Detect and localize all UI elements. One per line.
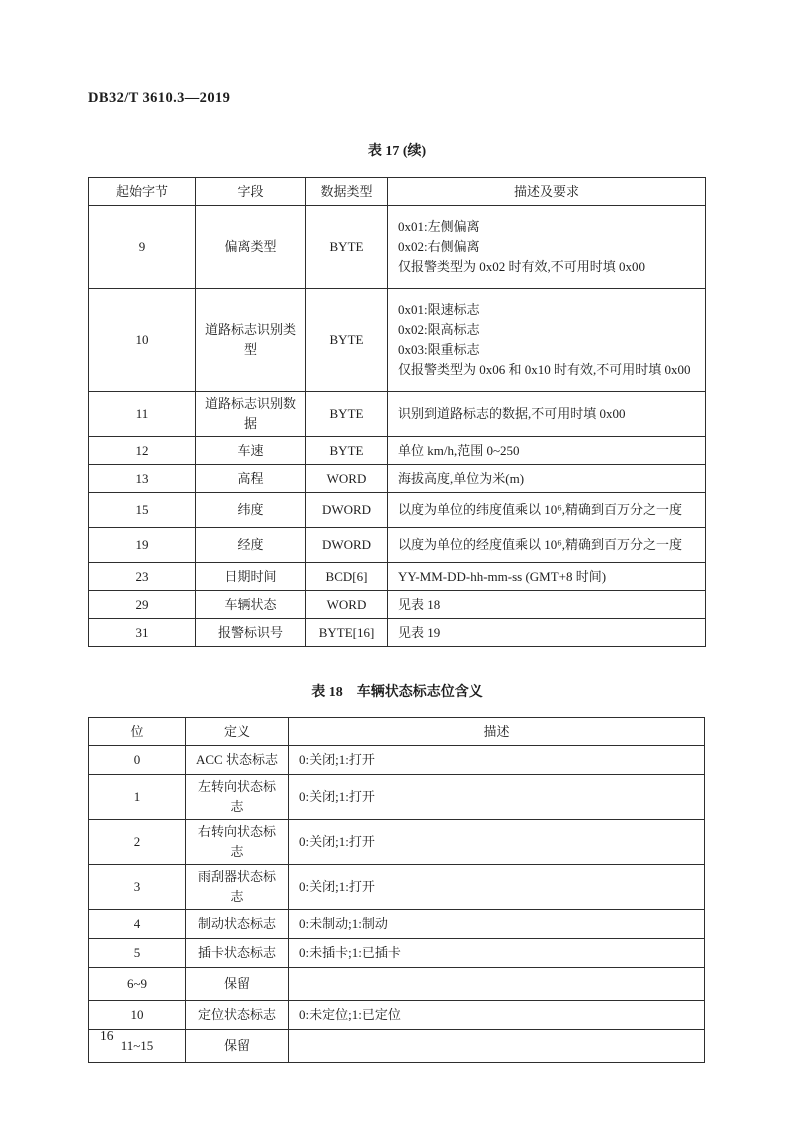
cell-description: 0:未插卡;1:已插卡 — [289, 939, 705, 968]
description-line: 见表 18 — [398, 596, 441, 612]
cell-start-byte: 11 — [89, 392, 196, 437]
description-line: YY-MM-DD-hh-mm-ss (GMT+8 时间) — [398, 568, 607, 584]
cell-description — [388, 392, 706, 437]
cell-data-type: WORD — [306, 465, 388, 493]
table-18 — [88, 717, 705, 1063]
cell-data-type: WORD — [306, 591, 388, 619]
cell-description — [289, 1030, 705, 1063]
cell-start-byte: 31 — [89, 619, 196, 647]
cell-start-byte: 19 — [89, 528, 196, 563]
table17-title: 表 17 (续) — [367, 144, 427, 159]
cell-bit: 0 — [89, 746, 186, 775]
column-header-description: 描述及要求 — [388, 178, 706, 206]
description-line: 单位 km/h,范围 0~250 — [398, 442, 520, 458]
column-header-field: 字段 — [196, 178, 306, 206]
cell-bit: 6~9 — [89, 968, 186, 1001]
cell-definition: 定位状态标志 — [186, 1001, 289, 1030]
description-line: 仅报警类型为 0x06 和 0x10 时有效,不可用时填 0x00 — [398, 362, 691, 377]
table-row — [89, 968, 705, 1001]
description-line: 仅报警类型为 0x02 时有效,不可用时填 0x00 — [398, 259, 646, 274]
cell-start-byte: 9 — [89, 206, 196, 289]
cell-field: 经度 — [196, 528, 306, 563]
table-row — [89, 465, 706, 493]
description-line: 识别到道路标志的数据,不可用时填 0x00 — [398, 406, 626, 421]
table-row — [89, 865, 705, 910]
column-header-data-type: 数据类型 — [306, 178, 388, 206]
cell-bit: 11~15 — [89, 1030, 186, 1063]
cell-definition: 雨刮器状态标志 — [186, 865, 289, 910]
cell-field: 报警标识号 — [196, 619, 306, 647]
cell-description — [388, 563, 706, 591]
table-row — [89, 591, 706, 619]
cell-bit: 10 — [89, 1001, 186, 1030]
cell-description: 0:关闭;1:打开 — [289, 865, 705, 910]
cell-start-byte: 13 — [89, 465, 196, 493]
cell-definition: 保留 — [186, 968, 289, 1001]
description-line: 0x01:限速标志 — [398, 302, 480, 317]
cell-definition: 右转向状态标志 — [186, 820, 289, 865]
cell-description — [388, 528, 706, 563]
table-row — [89, 392, 706, 437]
column-header-description: 描述 — [289, 718, 705, 746]
table-row — [89, 746, 705, 775]
cell-description — [388, 437, 706, 465]
cell-data-type: DWORD — [306, 528, 388, 563]
table-row — [89, 1030, 705, 1063]
cell-bit: 5 — [89, 939, 186, 968]
cell-field: 车辆状态 — [196, 591, 306, 619]
cell-definition: 左转向状态标志 — [186, 775, 289, 820]
cell-bit: 4 — [89, 910, 186, 939]
table-row — [89, 775, 705, 820]
cell-description: 0:关闭;1:打开 — [289, 775, 705, 820]
cell-description — [388, 289, 706, 392]
cell-field: 偏离类型 — [196, 206, 306, 289]
cell-field: 车速 — [196, 437, 306, 465]
description-line: 0x01:左侧偏离 — [398, 219, 480, 234]
cell-start-byte: 23 — [89, 563, 196, 591]
cell-start-byte: 10 — [89, 289, 196, 392]
cell-data-type: BCD[6] — [306, 563, 388, 591]
table-row — [89, 437, 706, 465]
cell-description — [388, 591, 706, 619]
description-line: 0x03:限重标志 — [398, 342, 480, 357]
cell-definition: ACC 状态标志 — [186, 746, 289, 775]
cell-field: 日期时间 — [196, 563, 306, 591]
table-row — [89, 910, 705, 939]
cell-definition: 保留 — [186, 1030, 289, 1063]
cell-description — [388, 465, 706, 493]
table-17 — [88, 177, 706, 647]
table-row — [89, 939, 705, 968]
cell-description: 0:未制动;1:制动 — [289, 910, 705, 939]
cell-description — [289, 968, 705, 1001]
cell-description: 0:关闭;1:打开 — [289, 820, 705, 865]
cell-description — [388, 493, 706, 528]
cell-data-type: BYTE — [306, 206, 388, 289]
table-row — [89, 206, 706, 289]
table-row — [89, 820, 705, 865]
cell-data-type: BYTE[16] — [306, 619, 388, 647]
cell-field: 道路标志识别数据 — [196, 392, 306, 437]
page-number: 16 — [100, 1028, 114, 1043]
column-header-start-byte: 起始字节 — [89, 178, 196, 206]
cell-description: 0:关闭;1:打开 — [289, 746, 705, 775]
cell-field: 纬度 — [196, 493, 306, 528]
table-header-row — [89, 718, 705, 746]
cell-definition: 插卡状态标志 — [186, 939, 289, 968]
table-row — [89, 289, 706, 392]
description-line: 以度为单位的纬度值乘以 10⁶,精确到百万分之一度 — [398, 502, 683, 517]
cell-bit: 3 — [89, 865, 186, 910]
cell-description — [388, 619, 706, 647]
table-row — [89, 563, 706, 591]
cell-definition: 制动状态标志 — [186, 910, 289, 939]
cell-data-type: BYTE — [306, 437, 388, 465]
cell-bit: 1 — [89, 775, 186, 820]
cell-data-type: BYTE — [306, 289, 388, 392]
cell-start-byte: 29 — [89, 591, 196, 619]
description-line: 以度为单位的经度值乘以 10⁶,精确到百万分之一度 — [398, 537, 683, 552]
description-line: 0x02:限高标志 — [398, 322, 480, 337]
cell-start-byte: 15 — [89, 493, 196, 528]
cell-field: 道路标志识别类型 — [196, 289, 306, 392]
cell-description: 0:未定位;1:已定位 — [289, 1001, 705, 1030]
table18-title: 表 18 车辆状态标志位含义 — [311, 685, 483, 700]
column-header-definition: 定义 — [186, 718, 289, 746]
table-row — [89, 493, 706, 528]
column-header-bit: 位 — [89, 718, 186, 746]
table-row — [89, 619, 706, 647]
table-row — [89, 528, 706, 563]
cell-start-byte: 12 — [89, 437, 196, 465]
description-line: 0x02:右侧偏离 — [398, 239, 480, 254]
cell-data-type: BYTE — [306, 392, 388, 437]
cell-bit: 2 — [89, 820, 186, 865]
doc-number: DB32/T 3610.3—2019 — [88, 90, 231, 106]
cell-description — [388, 206, 706, 289]
description-line: 见表 19 — [398, 624, 441, 640]
cell-field: 高程 — [196, 465, 306, 493]
cell-data-type: DWORD — [306, 493, 388, 528]
table-header-row — [89, 178, 706, 206]
table-row — [89, 1001, 705, 1030]
description-line: 海拔高度,单位为米(m) — [398, 470, 525, 486]
